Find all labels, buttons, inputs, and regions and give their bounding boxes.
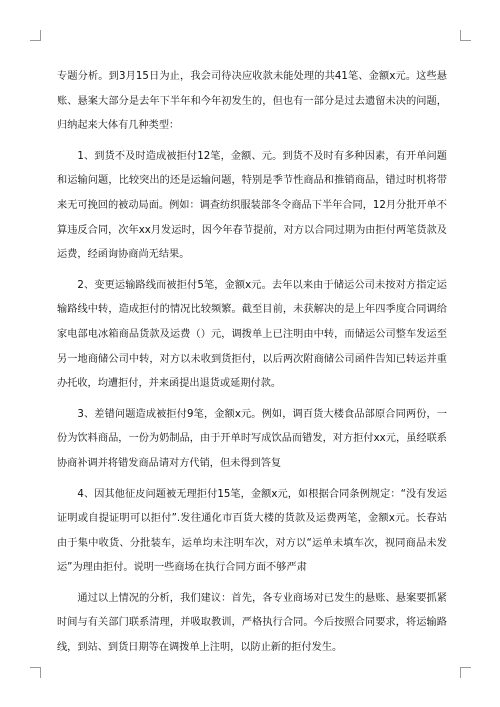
crop-mark-bottom-right [460,667,471,678]
paragraph-item-3: 3、差错问题造成被拒付9笔，金额x元。例如，调百货大楼食品部原合同两份，一份为饮料商品，一份为奶制品，由于开单时写成饮品而错发，对方拒付xx元，虽经联系协商补调并将错发商品请对方代销，但未得到答复 [57,408,447,469]
paragraph-conclusion: 通过以上情况的分析，我们建议：首先，各专业商场对已发生的悬账、悬案要抓紧时间与有关部门联系清理，并吸取教训，严格执行合同。今后按照合同要求，将运输路线，到站、到货日期等在调拨单上注明，以防止新的拒付发生。 [57,592,447,654]
paragraph-item-1: 1、到货不及时造成被拒付12笔，金额、元。到货不及时有多种因素，有开单问题和运输问题，比较突出的还是运输问题，特别是季节性商品和推销商品，错过时机将带来无可挽回的被动局面。例如：调查纺织服装部冬令商品下半年合同，12月分批开单不算违反合同，次年xx月发运时，因今年春节提前，对方以合同过期为由拒付两笔货款及运费，经函询协商尚无结果。 [57,150,447,261]
document-body [57,65,447,667]
crop-mark-bottom-left [30,667,41,678]
paragraph-item-2: 2、变更运输路线而被拒付5笔，金额x元。去年以来由于储运公司未按对方指定运输路线中转，造成拒付的情况比较频繁。截至目前，未获解决的是上年四季度合同调给家电部电冰箱商品货款及运费（）元，调拨单上已注明由中转，而储运公司整车发运至另一地商储公司中转，对方以未收到货拒付，以后两次附商储公司函件告知已转运并重办托收，均遭拒付，并来函提出退货或延期付款。 [57,279,447,390]
crop-mark-top-right [460,30,471,41]
crop-mark-top-left [30,30,41,41]
paragraph-item-4: 4、因其他征皮问题被无理拒付15笔，金额x元，如根据合同条例规定：“没有发运证明或自提证明可以拒付”.发往通化市百货大楼的货款及运费两笔，金额x元。长春站由于集中收货、分批装车，运单均未注明车次，对方以“运单未填车次，视同商品未发运”为理由拒付。说明一些商场在执行合同方面不够严肃 [57,488,447,574]
paragraph-intro: 专题分析。到3月15日为止，我会司待决应收款未能处理的共41笔、金额x元。这些悬账、悬案大部分是去年下半年和今年初发生的，但也有一部分是过去遗留未决的问题，归纳起来大体有几种类型： [57,71,447,132]
